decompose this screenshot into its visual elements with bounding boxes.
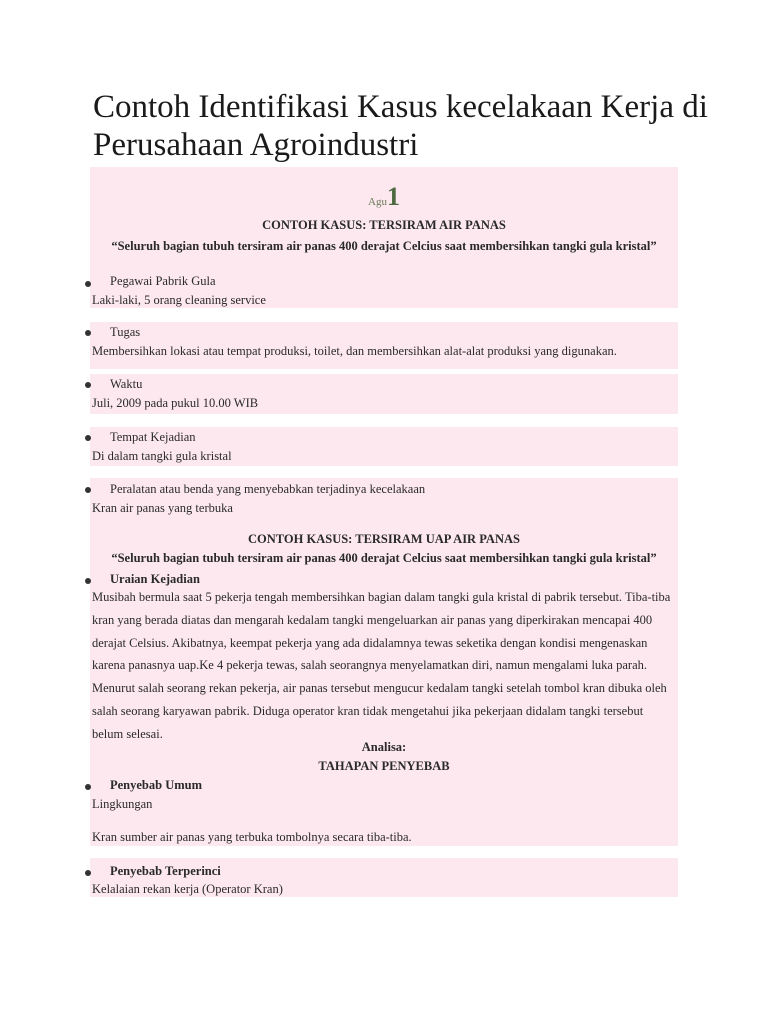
case1-quote: “Seluruh bagian tubuh tersiram air panas 400 derajat Celcius saat membersihkan tangki gula kristal” [111,239,657,253]
bullet-icon [85,330,91,336]
penyebab-umum-detail: Kran sumber air panas yang terbuka tombolnya secara tiba-tiba. [92,830,412,844]
item-value: Kran air panas yang terbuka [92,501,233,515]
analisa-subheading: TAHAPAN PENYEBAB [318,759,450,773]
item-value: Di dalam tangki gula kristal [92,449,232,463]
item-value: Membersihkan lokasi atau tempat produksi, toilet, dan membersihkan alat-alat produksi yang digunakan. [92,344,617,358]
bullet-icon [85,578,91,584]
item-label: Pegawai Pabrik Gula [110,274,216,288]
penyebab-umum-value: Lingkungan [92,797,153,811]
item-value: Laki-laki, 5 orang cleaning service [92,293,266,307]
bullet-icon [85,870,91,876]
bullet-icon [85,281,91,287]
date-month: Agu [368,196,387,208]
uraian-text: Musibah bermula saat 5 pekerja tengah membersihkan bagian dalam tangki gula kristal di pabrik tersebut. Tiba-tiba kran yang berada diatas dan mengarah kedalam tangki mengeluarkan air panas yang diperkirakan mencapai 400 derajat Celsius. Akibatnya, keempat pekerja yang ada didalamnya tewas seketika dengan kondisi mengenaskan karena panasnya uap.Ke 4 pekerja tewas, salah seorangnya menyelamatkan diri, namun mengalami luka parah. Menurut salah seorang rekan pekerja, air panas tersebut mengucur kedalam tangki setelah tombol kran dibuka oleh salah seorang karyawan pabrik. Diduga operator kran tidak mengetahui jika pekerjaan didalam tangki tersebut belum selesai. [92,590,671,741]
uraian-label: Uraian Kejadian [110,572,200,586]
penyebab-umum-label: Penyebab Umum [110,778,203,792]
bullet-icon [85,487,91,493]
bullet-icon [85,382,91,388]
bullet-icon [85,784,91,790]
date-day: 1 [386,182,400,211]
item-label: Tugas [110,325,141,339]
case2-heading: CONTOH KASUS: TERSIRAM UAP AIR PANAS [248,532,520,546]
item-value: Juli, 2009 pada pukul 10.00 WIB [92,396,259,410]
penyebab-terperinci-value: Kelalaian rekan kerja (Operator Kran) [92,882,283,896]
item-label: Tempat Kejadian [110,430,196,444]
penyebab-terperinci-label: Penyebab Terperinci [110,864,221,878]
item-label: Waktu [110,377,143,391]
post-date [90,182,678,212]
page-title: Contoh Identifikasi Kasus kecelakaan Kerja di Perusahaan Agroindustri [93,89,708,163]
case2-quote: “Seluruh bagian tubuh tersiram air panas 400 derajat Celcius saat membersihkan tangki gula kristal” [111,551,657,565]
item-label: Peralatan atau benda yang menyebabkan terjadinya kecelakaan [110,482,426,496]
bullet-icon [85,435,91,441]
analisa-heading: Analisa: [361,740,407,754]
case1-heading: CONTOH KASUS: TERSIRAM AIR PANAS [262,218,506,232]
